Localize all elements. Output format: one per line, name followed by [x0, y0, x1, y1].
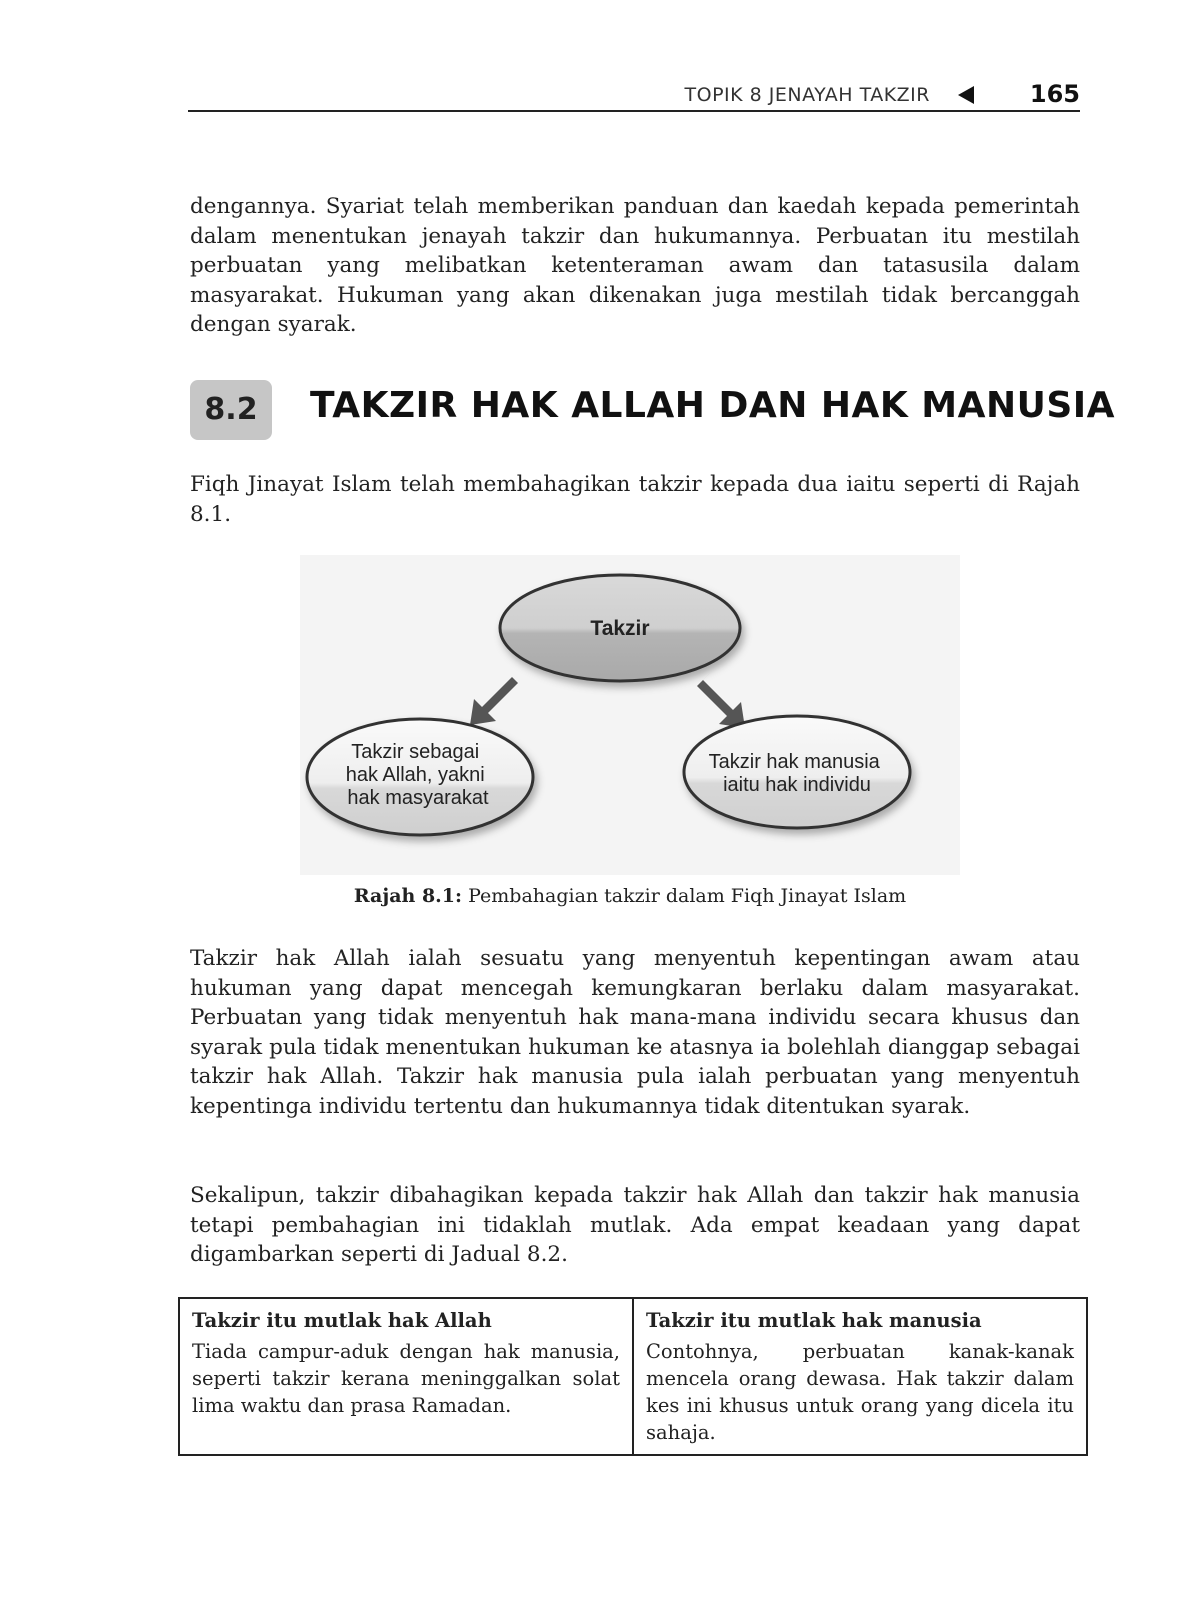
page-number: 165 — [1029, 80, 1080, 108]
table-cell: Contohnya, perbuatan kanak-kanak mencela orang dewasa. Hak takzir dalam kes ini khusus untuk orang yang dicela itu sahaja. — [633, 1336, 1087, 1455]
caption-label: Rajah 8.1: — [353, 885, 463, 907]
left-node-label — [346, 741, 491, 809]
table-cell: Tiada campur-aduk dengan hak manusia, seperti takzir kerana meninggalkan solat lima waktu dan prasa Ramadan. — [179, 1336, 633, 1455]
section-intro-paragraph: Fiqh Jinayat Islam telah membahagikan takzir kepada dua iaitu seperti di Rajah 8.1. — [190, 472, 1080, 527]
takzir-diagram — [300, 555, 960, 875]
running-title: TOPIK 8 JENAYAH TAKZIR — [684, 84, 930, 106]
figure-caption — [300, 885, 960, 907]
page-header — [188, 80, 1080, 112]
left-node-line: Takzir sebagai — [351, 741, 480, 763]
intro-paragraph: dengannya. Syariat telah memberikan panduan dan kaedah kepada pemerintah dalam menentukan jenayah takzir dan hukumannya. Perbuatan itu mestilah perbuatan yang melibatkan ketenteraman awam dan tatasusila dalam masyarakat. Hukuman yang akan dikenakan juga mestilah tidak bercanggah dengan syarak. — [190, 194, 1080, 337]
table-header-row — [179, 1298, 1087, 1336]
table-header-cell: Takzir itu mutlak hak manusia — [633, 1298, 1087, 1336]
right-node-line: iaitu hak individu — [723, 774, 871, 796]
takzir-table — [178, 1297, 1088, 1456]
table-row — [179, 1336, 1087, 1455]
root-node-label: Takzir — [590, 617, 650, 640]
table-header-cell: Takzir itu mutlak hak Allah — [179, 1298, 633, 1336]
takzir-explanation-paragraph: Takzir hak Allah ialah sesuatu yang menyentuh kepentingan awam atau hukuman yang dapat mencegah kemungkaran berlaku dalam masyarakat. Perbuatan yang tidak menyentuh hak mana-mana individu secara khusus dan syarak pula tidak menentukan hukuman ke atasnya ia bolehlah dianggap sebagai takzir hak Allah. Takzir hak manusia pula ialah perbuatan yang menyentuh kepentinga individu tertentu dan hukumannya tidak ditentukan syarak. — [190, 946, 1080, 1119]
left-arrow-icon — [958, 86, 974, 104]
section-title: TAKZIR HAK ALLAH DAN HAK MANUSIA — [310, 385, 1116, 426]
left-node-line: hak Allah, yakni — [345, 764, 485, 786]
section-number-badge: 8.2 — [190, 380, 272, 440]
right-node-line: Takzir hak manusia — [708, 751, 880, 773]
right-node-label — [709, 751, 886, 796]
arrow-left-icon — [470, 670, 518, 725]
left-node-line: hak masyarakat — [347, 787, 489, 809]
caption-text: Pembahagian takzir dalam Fiqh Jinayat Islam — [462, 885, 907, 907]
arrow-right-icon — [697, 673, 745, 728]
sekalipun-paragraph: Sekalipun, takzir dibahagikan kepada takzir hak Allah dan takzir hak manusia tetapi pembahagian ini tidaklah mutlak. Ada empat keadaan yang dapat digambarkan seperti di Jadual 8.2. — [190, 1183, 1080, 1267]
